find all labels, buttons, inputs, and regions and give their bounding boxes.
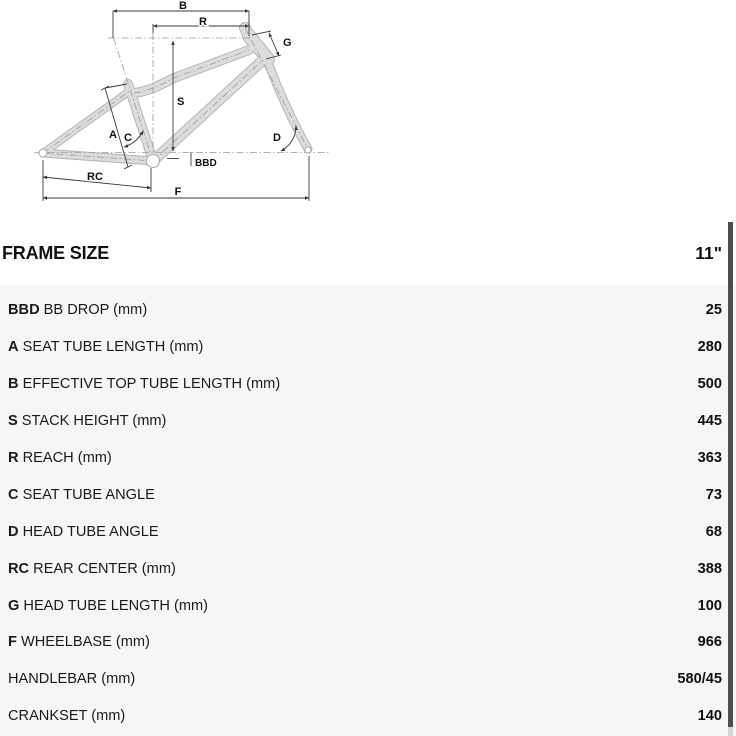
label-c: C <box>124 132 132 144</box>
front-dropout <box>305 147 311 153</box>
row-label: WHEELBASE (mm) <box>16 634 150 651</box>
row-label: HANDLEBAR (mm) <box>8 671 136 688</box>
row-value: 140 <box>697 708 722 725</box>
table-row <box>8 587 722 624</box>
row-value: 388 <box>697 560 722 577</box>
label-g: G <box>283 37 292 49</box>
bike-frame-svg <box>0 0 736 222</box>
row-value: 500 <box>697 376 722 393</box>
row-label: REAR CENTER (mm) <box>29 560 176 577</box>
row-prefix: BBD <box>8 302 40 319</box>
table-row <box>8 698 722 735</box>
table-row <box>8 292 722 329</box>
row-value: 280 <box>697 339 722 356</box>
row-value: 966 <box>697 634 722 651</box>
row-value: 68 <box>705 523 722 540</box>
table-row <box>8 403 722 440</box>
frame-size-value: 11" <box>695 243 722 263</box>
row-prefix: D <box>8 523 19 540</box>
row-prefix: G <box>8 597 20 614</box>
dimension-lines <box>43 11 309 201</box>
row-value: 73 <box>705 486 722 503</box>
rear-dropout <box>39 149 47 157</box>
table-title: FRAME SIZE <box>2 243 110 263</box>
label-bbd: BBD <box>195 158 217 169</box>
table-row <box>8 624 722 661</box>
row-label: REACH (mm) <box>18 450 112 466</box>
label-s: S <box>177 96 185 108</box>
label-d: D <box>273 132 281 144</box>
row-label: SEAT TUBE LENGTH (mm) <box>18 339 204 356</box>
row-label: EFFECTIVE TOP TUBE LENGTH (mm) <box>18 376 281 393</box>
bike-geometry-diagram <box>0 0 736 222</box>
row-prefix: A <box>8 339 19 356</box>
table-header <box>0 222 736 285</box>
row-prefix: RC <box>8 560 30 577</box>
row-value: 445 <box>697 413 722 430</box>
frame-tubes <box>43 28 308 161</box>
row-label: HEAD TUBE LENGTH (mm) <box>19 597 209 614</box>
table-row <box>8 329 722 366</box>
row-label: CRANKSET (mm) <box>8 708 126 725</box>
label-r: R <box>199 16 207 28</box>
table-row <box>8 661 722 698</box>
table-row <box>8 550 722 587</box>
label-a: A <box>109 129 117 141</box>
row-value: 25 <box>705 302 722 319</box>
scrollbar-thumb[interactable] <box>728 222 733 727</box>
table-row <box>8 513 722 550</box>
table-row <box>8 366 722 403</box>
table-body <box>0 285 736 736</box>
row-prefix: C <box>8 486 19 503</box>
row-value: 363 <box>697 450 722 466</box>
row-prefix: F <box>8 634 17 651</box>
row-label: HEAD TUBE ANGLE <box>18 523 159 540</box>
row-value: 580/45 <box>677 671 722 688</box>
bottom-bracket <box>147 155 160 168</box>
row-label: BB DROP (mm) <box>39 302 148 319</box>
table-row <box>8 440 722 477</box>
row-label: STACK HEIGHT (mm) <box>17 413 167 430</box>
row-value: 100 <box>697 597 722 614</box>
table-row <box>8 476 722 513</box>
label-rc: RC <box>87 171 103 183</box>
row-prefix: S <box>8 413 18 430</box>
row-prefix: B <box>8 376 19 393</box>
row-prefix: R <box>8 450 19 466</box>
row-label: SEAT TUBE ANGLE <box>18 486 155 503</box>
label-f: F <box>174 186 182 198</box>
label-b: B <box>179 0 187 12</box>
